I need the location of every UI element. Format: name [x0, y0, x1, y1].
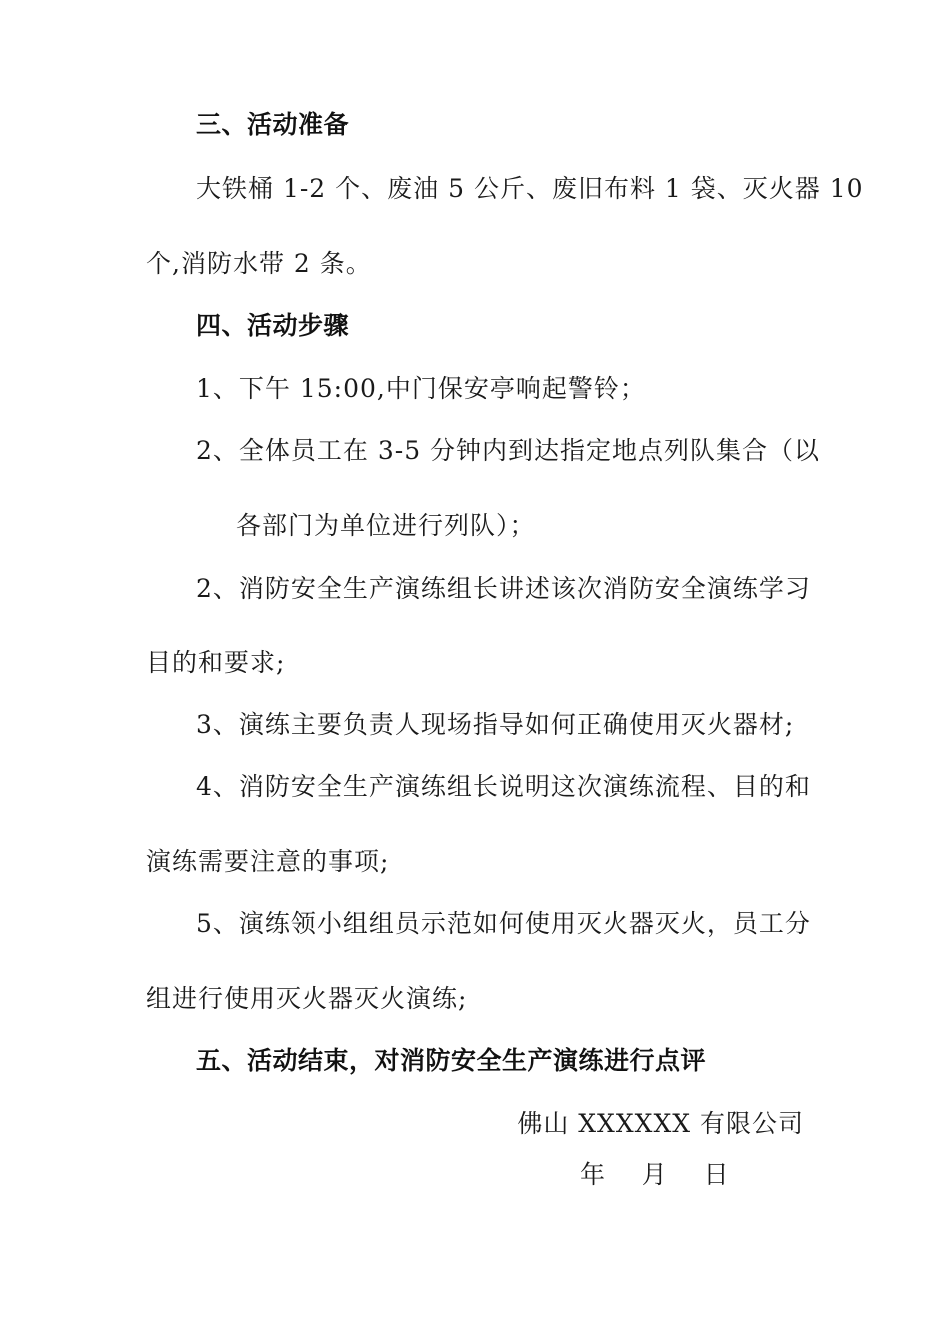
signature-date [580, 1158, 730, 1192]
section-3-text-line-1: 大铁桶 1-2 个、废油 5 公斤、废旧布料 1 袋、灭火器 10 [196, 174, 864, 203]
step-4-line-2: 演练需要注意的事项; [146, 847, 390, 876]
section-5-heading: 五、活动结束，对消防安全生产演练进行点评 [196, 1046, 707, 1075]
step-2b-line-2: 目的和要求; [146, 648, 286, 677]
signature-company: 佛山 XXXXXX 有限公司 [517, 1109, 804, 1138]
step-2-line-2: 各部门为单位进行列队）； [236, 511, 536, 540]
step-2b-line-1: 2、消防安全生产演练组长讲述该次消防安全演练学习 [196, 574, 811, 603]
step-5-line-2: 组进行使用灭火器灭火演练; [146, 984, 468, 1013]
signature-date-text: 年 月 日 [580, 1160, 730, 1189]
section-4-heading: 四、活动步骤 [196, 311, 350, 340]
step-3: 3、演练主要负责人现场指导如何正确使用灭火器材; [196, 710, 795, 739]
step-1: 1、下午 15:00,中门保安亭响起警铃； [196, 374, 646, 403]
section-3-text-line-2: 个,消防水带 2 条。 [146, 249, 372, 278]
step-4-line-1: 4、消防安全生产演练组长说明这次演练流程、目的和 [196, 772, 811, 801]
step-2-line-1: 2、全体员工在 3-5 分钟内到达指定地点列队集合（以 [196, 436, 821, 465]
section-3-heading: 三、活动准备 [196, 110, 350, 139]
step-5-line-1: 5、演练领小组组员示范如何使用灭火器灭火，员工分 [196, 909, 811, 938]
